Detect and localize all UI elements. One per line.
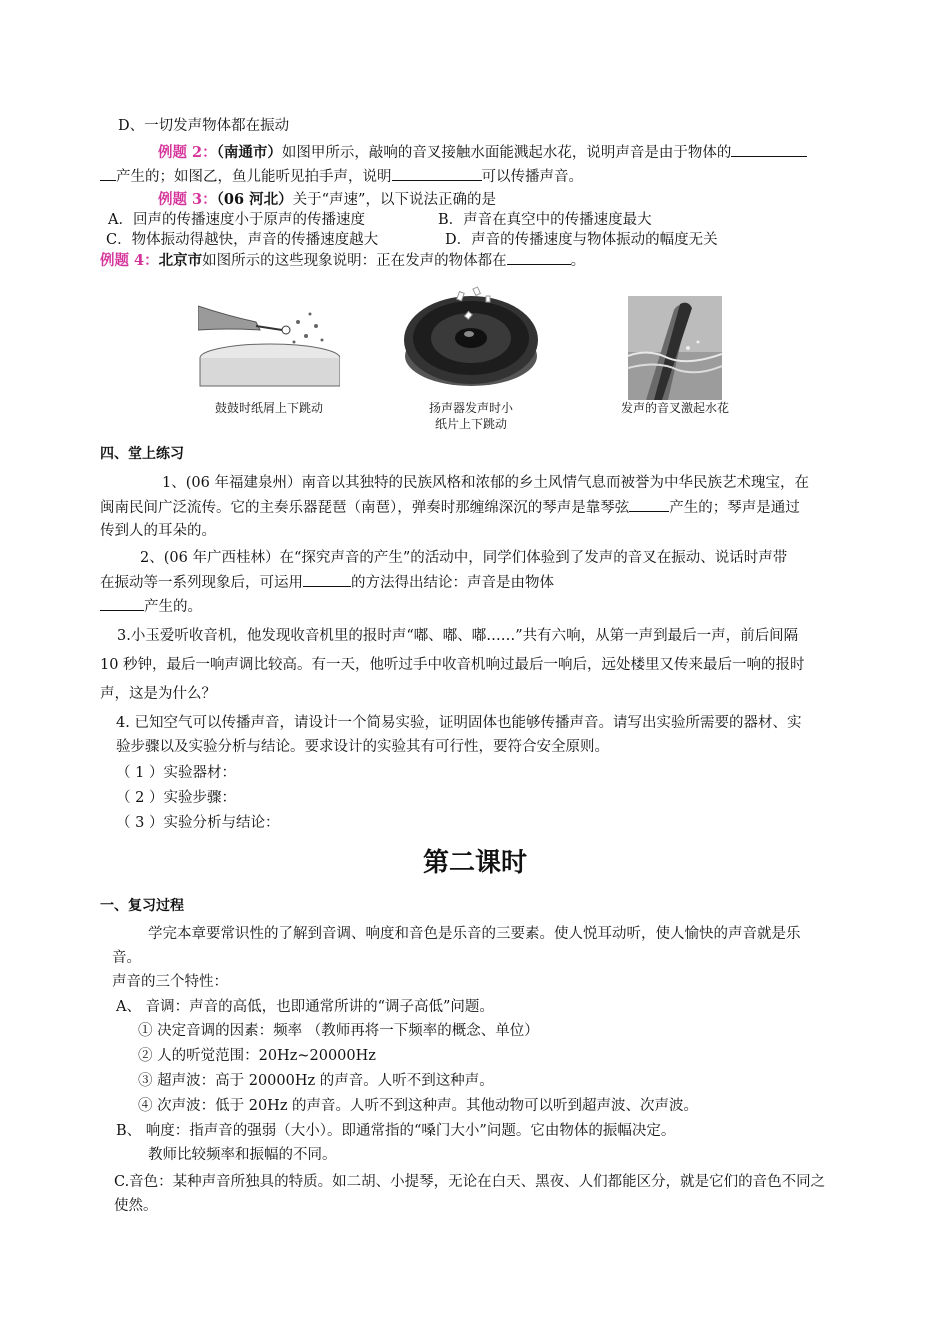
section-heading-review: 一、复习过程 <box>100 898 184 914</box>
question-4-line-2: 验步骤以及实验分析与结论。要求设计的实验其有可行性，要符合安全原则。 <box>116 739 609 755</box>
question-4-part-1: （ 1 ）实验器材： <box>116 765 236 781</box>
trait-a-point-4: ④ 次声波：低于 20Hz 的声音。人听不到这种声。其他动物可以听到超声波、次声波。 <box>138 1098 699 1114</box>
example-2-text: 如图甲所示，敲响的音叉接触水面能溅起水花，说明声音是由于物体的 <box>281 145 732 161</box>
example-2-line-1 <box>158 142 807 163</box>
example-4-label: 例题 4： <box>100 252 159 269</box>
example-3-question: 例题 3：（06 河北）关于“声速”，以下说法正确的是 <box>158 191 496 208</box>
example-4: 例题 4：北京市如图所示的这些现象说明：正在发声的物体都在 。 <box>100 252 586 269</box>
speaker-figure <box>402 282 540 394</box>
answer-blank <box>507 250 571 265</box>
question-1-line-1: 1、(06 年福建泉州）南音以其独特的民族风格和浓郁的乡土风情气息而被誉为中华民族艺术瑰宝，在 <box>162 475 809 491</box>
example-3-source: （06 河北） <box>216 191 293 208</box>
question-3-line-2: 10 秒钟，最后一响声调比较高。有一天，他听过手中收音机响过最后一响后，远处楼里又传来最后一响的报时 <box>100 657 805 673</box>
trait-b-heading: B、 响度：指声音的强弱（大小）。即通常指的“嗓门大小”问题。它由物体的振幅决定。 <box>116 1123 676 1139</box>
figure-2-caption-line-1: 扬声器发声时小 <box>428 401 513 415</box>
example-3-option-a: A．回声的传播速度小于原声的传播速度 <box>108 212 365 228</box>
question-3-line-1: 3.小玉爱听收音机，他发现收音机里的报时声“嘟、嘟、嘟……”共有六响，从第一声到最后一声，前后间隔 <box>117 628 799 644</box>
question-1-line-2: 闽南民间广泛流传。它的主奏乐器琵琶（南琶），弹奏时那缠绵深沉的琴声是靠琴弦 产生的；琴声是通过 <box>100 497 800 518</box>
answer-blank <box>100 166 116 181</box>
answer-blank <box>392 166 482 181</box>
example-2-line-2: 产生的；如图乙，鱼儿能听见拍手声，说明 可以传播声音。 <box>100 166 583 187</box>
example-3-option-b: B．声音在真空中的传播速度最大 <box>438 212 652 228</box>
example-3-label: 例题 3： <box>158 191 217 208</box>
example-4-source: 北京市 <box>158 252 203 269</box>
traits-heading: 声音的三个特性： <box>112 974 228 990</box>
lesson-2-title: 第二课时 <box>422 848 527 878</box>
option-d: D、一切发声物体都在振动 <box>118 118 290 134</box>
question-4-line-1: 4. 已知空气可以传播声音，请设计一个简易实验，证明固体也能够传播声音。请写出实验所需要的器材、实 <box>116 715 802 731</box>
trait-a-heading: A、 音调：声音的高低，也即通常所讲的“调子高低”问题。 <box>116 999 494 1015</box>
figure-1-caption: 鼓鼓时纸屑上下跳动 <box>214 401 323 415</box>
trait-c-line-2: 使然。 <box>114 1198 158 1214</box>
question-2-line-3: 产生的。 <box>100 596 202 617</box>
trait-c-line-1: C.音色：某种声音所独具的特质。如二胡、小提琴，无论在白天、黑夜、人们都能区分，就是它们的音色不同之 <box>114 1174 826 1190</box>
figure-3-caption: 发声的音叉激起水花 <box>620 401 729 415</box>
answer-blank <box>100 596 144 611</box>
answer-blank <box>731 142 807 157</box>
intro-line-2: 音。 <box>112 950 141 966</box>
question-1-line-3: 传到人的耳朵的。 <box>100 523 216 539</box>
question-2-line-2: 在振动等一系列现象后，可运用 的方法得出结论：声音是由物体 <box>100 572 554 593</box>
answer-blank <box>629 497 669 512</box>
example-3-option-d: D．声音的传播速度与物体振动的幅度无关 <box>445 232 718 248</box>
answer-blank <box>303 572 351 587</box>
trait-a-point-1: ① 决定音调的因素：频率 （教师再将一下频率的概念、单位） <box>138 1023 539 1039</box>
section-heading-practice: 四、堂上练习 <box>100 446 184 462</box>
example-2-source: （南通市） <box>216 144 282 161</box>
example-3-option-c: C．物体振动得越快，声音的传播速度越大 <box>106 232 379 248</box>
question-4-part-2: （ 2 ）实验步骤： <box>116 790 236 806</box>
example-2-label: 例题 2： <box>158 144 217 161</box>
tuning-fork-figure <box>628 296 722 400</box>
trait-b-note: 教师比较频率和振幅的不同。 <box>148 1147 337 1163</box>
question-2-line-1: 2、(06 年广西桂林）在“探究声音的产生”的活动中，同学们体验到了发声的音叉在振动、说话时声带 <box>140 550 788 566</box>
trait-a-point-3: ③ 超声波：高于 20000Hz 的声音。人听不到这种声。 <box>138 1073 494 1089</box>
question-4-part-3: （ 3 ）实验分析与结论： <box>116 815 280 831</box>
trait-a-point-2: ② 人的听觉范围：20Hz~20000Hz <box>138 1048 376 1064</box>
figure-2-caption-line-2: 纸片上下跳动 <box>434 417 507 431</box>
question-3-line-3: 声，这是为什么？ <box>100 686 216 702</box>
intro-line-1: 学完本章要常识性的了解到音调、响度和音色是乐音的三要素。使人悦耳动听，使人愉快的声音就是乐 <box>148 926 801 942</box>
drum-figure <box>198 296 340 388</box>
